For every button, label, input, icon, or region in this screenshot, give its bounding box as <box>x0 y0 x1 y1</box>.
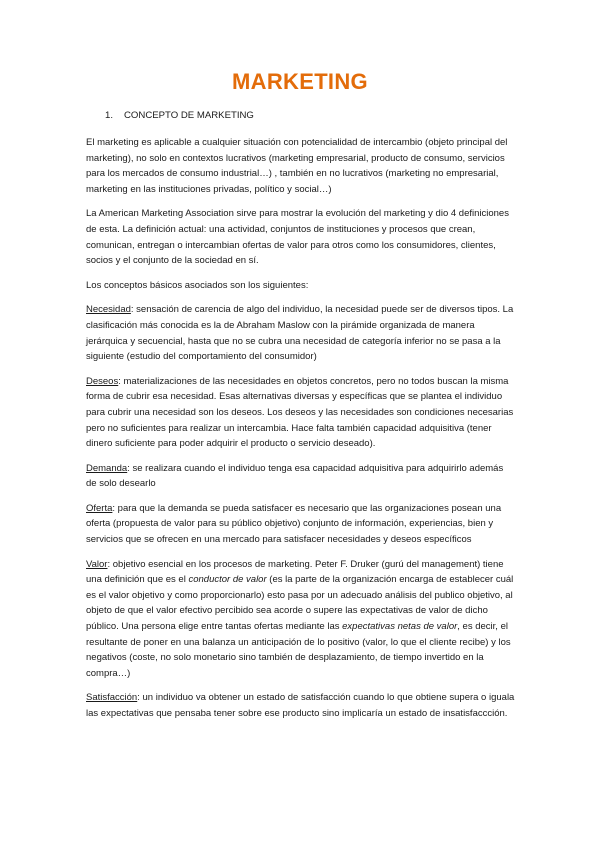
satisfaccion-text: : un individuo va obtener un estado de satisfacción cuando lo que obtiene supera o iguala las expectativas que pensaba tener sobre ese producto sino implicaría un estado de insatisfaccción. <box>86 692 515 719</box>
deseos-paragraph <box>86 374 516 452</box>
valor-term: Valor <box>86 558 108 570</box>
valor-paragraph <box>86 557 516 682</box>
oferta-paragraph <box>86 501 516 548</box>
section-number: 1. <box>105 110 114 121</box>
deseos-term: Deseos <box>86 375 119 387</box>
section-label: CONCEPTO DE MARKETING <box>124 110 254 121</box>
demanda-paragraph <box>86 461 516 492</box>
necesidad-term: Necesidad <box>86 304 131 316</box>
demanda-text: : se realizara cuando el individuo tenga esa capacidad adquisitiva para adquirirlo además de solo desearlo <box>86 462 504 490</box>
section-heading <box>105 110 254 121</box>
document-title: MARKETING <box>232 69 368 94</box>
oferta-text: : para que la demanda se pueda satisfacer es necesario que las organizaciones posean una oferta (propuesta de valor para su público objetivo) conjunto de información, experiencias, bien y servicios que se ofrecen en una mercado para satisfacer necesidades y deseos específicos <box>86 502 502 546</box>
basics-paragraph: Los conceptos básicos asociados son los siguientes: <box>86 279 309 291</box>
oferta-term: Oferta <box>86 502 113 514</box>
demanda-term: Demanda <box>86 462 128 474</box>
valor-text-a: : objetivo esencial en los procesos de marketing. Peter F. Druker (gurú del management) tiene una definición que es el <box>86 558 504 586</box>
valor-text-c: , es decir, el resultante de poner en una balanza un anticipación de lo positivo (valor, lo que el cliente recibe) y los negativos (coste, no solo monetario sino también de desplazamiento, de tiempo invertido en la compra…) <box>86 621 511 679</box>
satisfaccion-paragraph <box>86 690 516 721</box>
satisfaccion-term: Satisfacción <box>86 692 138 704</box>
valor-text-b: (es la parte de la organización encarga de establecer cuál es el valor objetivo y como proporcionarlo) esto pasa por un adecuado análisis del publico objetivo, al objeto de que el valor efectivo percibido sea acorde o supere las expectativas de valor de dicho público. Una persona elige entre tantas ofertas mediante las <box>86 574 514 633</box>
document-body <box>86 135 516 731</box>
intro-paragraph: El marketing es aplicable a cualquier situación con potencialidad de intercambio (objeto principal del marketing), no solo en contextos lucrativos (marketing empresarial, producto de consumo, servicios para los mercados de consumo industrial…) , también en no lucrativos (marketing no empresarial, marketing en las instituciones privadas, político y social…) <box>86 137 508 195</box>
ama-paragraph: La American Marketing Association sirve para mostrar la evolución del marketing y dio 4 definiciones de esta. La definición actual: una actividad, conjuntos de instituciones y procesos que crean, comunican, entregan o intercambian ofertas de valor para otros como los consumidores, clientes, socios y el conjunto de la sociedad en sí. <box>86 208 509 267</box>
valor-italic-b: expectativas netas de valor <box>342 621 458 633</box>
deseos-text: : materializaciones de las necesidades en objetos concretos, pero no todos buscan la misma forma de cubrir esa necesidad. Esas alternativas diversas y específicas que se plantea el individuo para cubrir una necesidad son los deseos. Los deseos y las necesidades son condiciones necesarias pero no suficientes para realizar un intercambia. Hace falta también capacidad adquisitiva (tener dinero suficiente para poder adquirir el producto o servicio deseado). <box>86 375 514 450</box>
valor-italic-a: conductor de valor <box>188 574 267 586</box>
necesidad-paragraph <box>86 302 516 364</box>
necesidad-text: : sensación de carencia de algo del individuo, la necesidad puede ser de diversos tipos. La clasificación más conocida es la de Abraham Maslow con la pirámide organizada de manera jerárquica y secuencial, hasta que no se cubra una necesidad de categoría inferior no se pasa a la siguiente (estudio del comportamiento del consumidor) <box>86 304 514 363</box>
